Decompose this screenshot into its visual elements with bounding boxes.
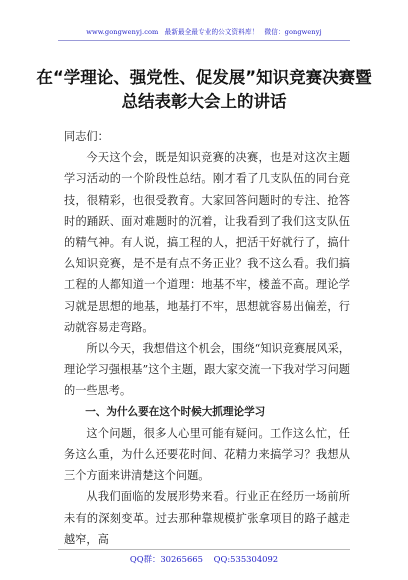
document-title: 在“学理论、强党性、促发展”知识竞赛决赛暨总结表彰大会上的讲话 [36, 68, 372, 111]
header-divider [58, 40, 350, 41]
document-body [64, 126, 350, 550]
paragraph-3: 这个问题，很多人心里可能有疑问。工作这么忙，任务这么重，为什么还要花时间、花精力来搞学习？我想从三个方面来讲清楚这个问题。 [64, 426, 350, 483]
paragraph-2: 所以今天，我想借这个机会，围绕“知识竞赛展风采，理论学习强根基”这个主题，跟大家交流一下我对学习问题的一些思考。 [64, 342, 350, 398]
page-header [0, 26, 408, 36]
section-heading-1: 一、为什么要在这个时候大抓理论学习 [85, 405, 266, 418]
header-site[interactable]: www.gongwenyj.com [86, 28, 159, 36]
paragraph-4: 从我们面临的发展形势来看。行业正在经历一场前所未有的深刻变革。过去那种靠规模扩张拿项目的路子越走越窄，高 [64, 490, 350, 546]
footer-qq: QQ:535304092 [213, 554, 279, 564]
greeting: 同志们： [64, 130, 109, 143]
page-footer [0, 553, 408, 565]
footer-divider [58, 549, 350, 550]
header-slogan: 最新最全最专业的公文资料库！ [164, 28, 259, 36]
header-wechat: 微信：gongwenyj [264, 28, 322, 36]
paragraph-1: 今天这个会，既是知识竞赛的决赛，也是对这次主题学习活动的一个阶段性总结。刚才看了几支队伍的同台竞技，很精彩，也很受教育。大家回答问题时的专注、抢答时的踊跃、面对难题时的沉着，让我看到了我们这支队伍的精气神。有人说，搞工程的人，把活干好就行了，搞什么知识竞赛，是不是有点不务正业？我不这么看。我们搞工程的人都知道一个道理：地基不牢，楼盖不高。理论学习就是思想的地基，地基打不牢，思想就容易出偏差，行动就容易走弯路。 [64, 151, 350, 334]
footer-qq-group: QQ群：30265665 [129, 554, 203, 564]
